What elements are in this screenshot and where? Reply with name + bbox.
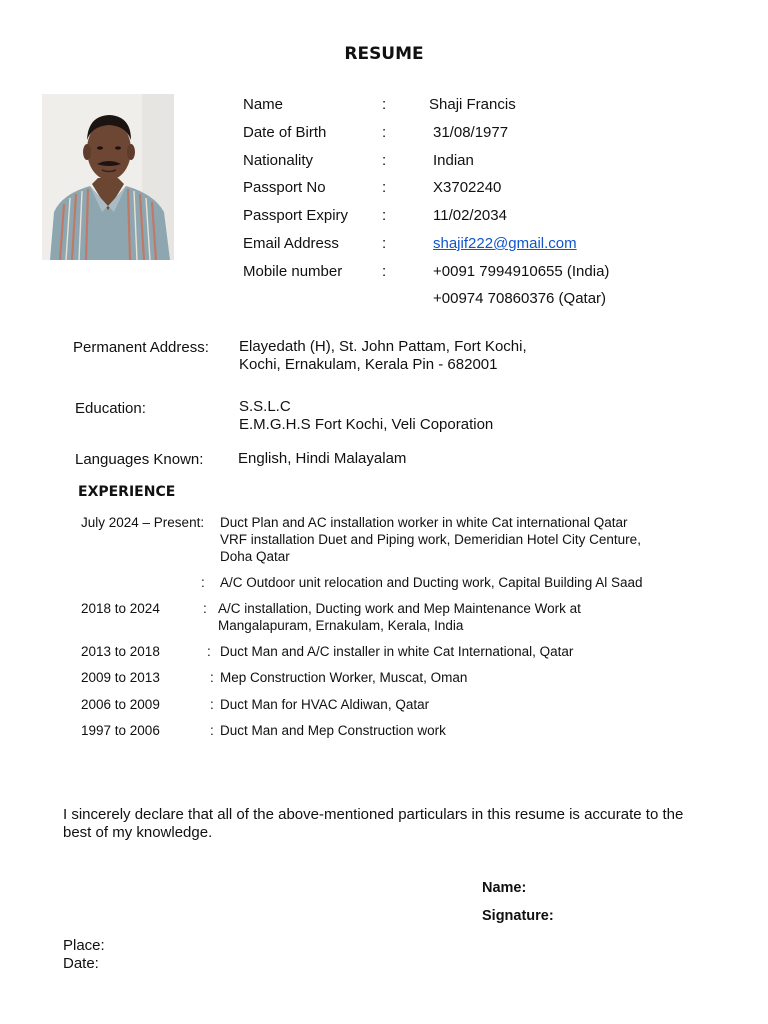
- email-link[interactable]: shajif222@gmail.com: [433, 235, 577, 252]
- experience-line: Duct Plan and AC installation worker in white Cat international Qatar: [220, 515, 628, 530]
- mobile-colon: :: [382, 263, 387, 280]
- declaration-text: I sincerely declare that all of the above-mentioned particulars in this resume is accurate to the best of my knowledge.: [63, 806, 684, 841]
- name-label: Name: [243, 96, 284, 113]
- experience-line: Doha Qatar: [220, 549, 290, 564]
- experience-line: Duct Man for HVAC Aldiwan, Qatar: [220, 697, 430, 712]
- experience-line: Mangalapuram, Ernakulam, Kerala, India: [218, 618, 464, 633]
- dob-label: Date of Birth: [243, 124, 327, 141]
- passport-expiry-value: 11/02/2034: [433, 207, 507, 224]
- mobile-label: Mobile number: [243, 263, 343, 280]
- experience-line: Duct Man and Mep Construction work: [220, 723, 446, 738]
- experience-period: 2009 to 2013: [81, 670, 160, 685]
- email-label: Email Address: [243, 235, 339, 252]
- nationality-colon: :: [382, 152, 387, 169]
- experience-period: 2013 to 2018: [81, 644, 160, 659]
- name-colon: :: [382, 96, 387, 113]
- experience-period: July 2024 – Present:: [81, 515, 205, 530]
- experience-line: Duct Man and A/C installer in white Cat International, Qatar: [220, 644, 574, 659]
- nationality-label: Nationality: [243, 152, 314, 169]
- address-line-2: Kochi, Ernakulam, Kerala Pin - 682001: [239, 356, 498, 373]
- mobile-value-india: +0091 7994910655 (India): [433, 263, 610, 280]
- experience-colon: :: [201, 575, 205, 590]
- experience-colon: :: [203, 601, 207, 616]
- experience-line: Mep Construction Worker, Muscat, Oman: [220, 670, 468, 685]
- experience-period: 2018 to 2024: [81, 601, 160, 616]
- experience-line: A/C installation, Ducting work and Mep Maintenance Work at: [218, 601, 581, 616]
- experience-line: A/C Outdoor unit relocation and Ducting work, Capital Building Al Saad: [220, 575, 643, 590]
- languages-label: Languages Known:: [75, 451, 204, 468]
- experience-line: VRF installation Duet and Piping work, Demeridian Hotel City Centure,: [220, 532, 641, 547]
- experience-colon: :: [210, 723, 214, 738]
- education-label: Education:: [75, 400, 146, 417]
- experience-colon: :: [207, 644, 211, 659]
- address-label: Permanent Address:: [73, 339, 209, 356]
- mobile-value-qatar: +00974 70860376 (Qatar): [433, 290, 607, 307]
- experience-heading: EXPERIENCE: [78, 484, 176, 500]
- dob-value: 31/08/1977: [433, 124, 509, 141]
- experience-colon: :: [210, 670, 214, 685]
- date-label: Date:: [63, 955, 99, 972]
- profile-photo: [42, 94, 174, 260]
- languages-value: English, Hindi Malayalam: [238, 450, 407, 467]
- education-line-2: E.M.G.H.S Fort Kochi, Veli Coporation: [239, 416, 494, 433]
- address-line-1: Elayedath (H), St. John Pattam, Fort Kochi,: [239, 338, 527, 355]
- person-photo-icon: [42, 94, 174, 260]
- education-line-1: S.S.L.C: [239, 398, 291, 415]
- name-value: Shaji Francis: [429, 96, 516, 113]
- page-title: RESUME: [344, 44, 424, 64]
- place-label: Place:: [63, 937, 105, 954]
- passport-expiry-label: Passport Expiry: [243, 207, 349, 224]
- dob-colon: :: [382, 124, 387, 141]
- passport-colon: :: [382, 179, 387, 196]
- nationality-value: Indian: [433, 152, 474, 169]
- passport-value: X3702240: [433, 179, 502, 196]
- experience-period: 2006 to 2009: [81, 697, 160, 712]
- experience-colon: :: [210, 697, 214, 712]
- passport-label: Passport No: [243, 179, 326, 196]
- signature-label: Signature:: [482, 908, 554, 924]
- email-colon: :: [382, 235, 387, 252]
- experience-period: 1997 to 2006: [81, 723, 160, 738]
- passport-expiry-colon: :: [382, 207, 387, 224]
- signature-name-label: Name:: [482, 880, 527, 896]
